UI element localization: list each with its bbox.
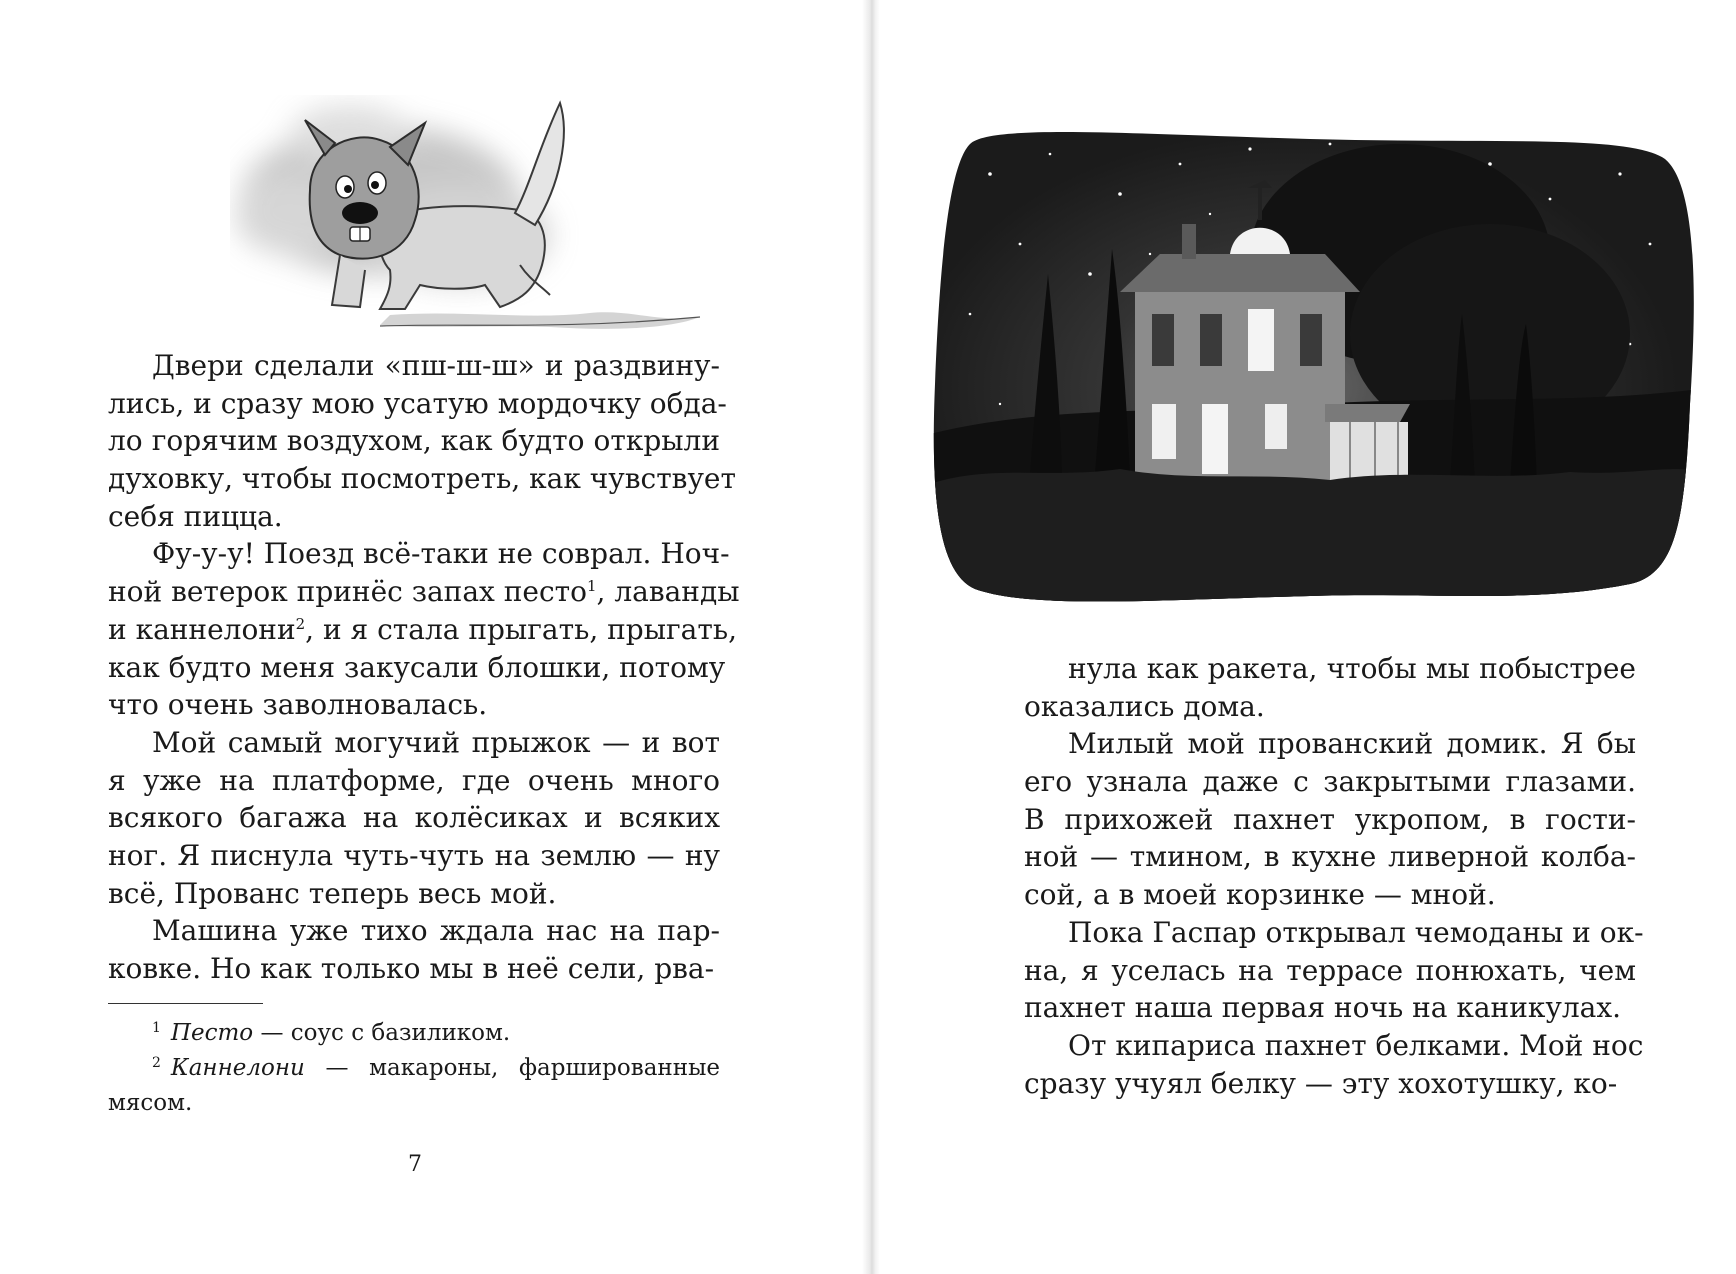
- line-text: лись, и сразу мою усатую мордочку обда-: [108, 386, 727, 420]
- line-text: ло горячим воздухом, как будто открыли: [108, 424, 720, 458]
- footnote-mark: 1: [152, 1020, 161, 1036]
- text-line: [108, 686, 720, 724]
- line-text: Пока Гаспар открывал чемоданы и ок-: [1068, 915, 1644, 949]
- text-line: [108, 799, 720, 837]
- text-line: [108, 875, 720, 913]
- text-line: [1024, 1027, 1644, 1065]
- line-text: пахнет наша первая ночь на каникулах.: [1024, 991, 1622, 1025]
- text-line: [108, 950, 720, 988]
- line-text: Мой самый могучий прыжок — и вот: [152, 725, 720, 759]
- footnote-definition: — соус с базиликом.: [260, 1020, 511, 1046]
- text-line: [1024, 914, 1644, 952]
- footnote-continuation: мясом.: [108, 1090, 193, 1116]
- line-text: От кипариса пахнет белками. Мой нос: [1068, 1028, 1644, 1062]
- footnote-reference[interactable]: 1: [587, 577, 597, 596]
- line-text: оказались дома.: [1024, 689, 1265, 723]
- text-line: [1024, 838, 1636, 876]
- text-line: [1024, 801, 1636, 839]
- text-line: [108, 422, 720, 460]
- text-line: [108, 912, 720, 950]
- footnote-term: Песто: [170, 1020, 254, 1046]
- line-text: его узнала даже с закрытыми глазами.: [1024, 765, 1636, 799]
- line-text: ной — тмином, в кухне ливерной колба-: [1024, 840, 1636, 874]
- footnote-term: Каннелони: [170, 1055, 305, 1081]
- text-line: [1024, 1065, 1636, 1103]
- text-line: [108, 460, 736, 498]
- line-text: всё, Прованс теперь весь мой.: [108, 876, 557, 910]
- text-line: [108, 724, 720, 762]
- line-text: ной ветерок принёс запах песто: [108, 575, 587, 609]
- text-line: [108, 498, 720, 536]
- text-line: [108, 573, 740, 611]
- text-line: [1024, 763, 1636, 801]
- page-number: 7: [408, 1152, 422, 1177]
- right-page-text: [1024, 650, 1644, 1102]
- text-line: [1024, 989, 1636, 1027]
- text-line: [1024, 952, 1636, 990]
- line-text: что очень заволновалась.: [108, 688, 488, 722]
- text-line: [1024, 725, 1636, 763]
- text-line: [1024, 688, 1636, 726]
- line-text: Машина уже тихо ждала нас на пар-: [152, 914, 720, 948]
- line-text-continued: , и я стала прыгать, прыгать,: [305, 612, 737, 646]
- line-text: ковке. Но как только мы в неё сели, рва-: [108, 952, 715, 985]
- footnote-mark: 2: [152, 1055, 161, 1071]
- text-line: [1024, 876, 1636, 914]
- line-text: и каннелони: [108, 612, 296, 646]
- line-text-continued: , лаванды: [596, 575, 740, 609]
- line-text: Милый мой прованский домик. Я бы: [1068, 727, 1636, 761]
- line-text: себя пицца.: [108, 499, 283, 533]
- house-illustration: [930, 104, 1700, 620]
- text-line: [108, 385, 727, 423]
- footnote-definition: — макароны, фаршированные: [325, 1055, 720, 1081]
- text-line: [108, 535, 730, 573]
- footnote-item: [108, 1016, 720, 1051]
- line-text: ног. Я писнула чуть-чуть на землю — ну: [108, 838, 720, 872]
- line-text: Двери сделали «пш-ш-ш» и раздвину-: [152, 349, 720, 382]
- line-text: В прихожей пахнет укропом, в гости-: [1024, 802, 1636, 836]
- line-text: я уже на платформе, где очень много: [108, 763, 720, 797]
- left-page-text: [108, 347, 740, 988]
- line-text: как будто меня закусали блошки, потому: [108, 650, 726, 684]
- line-text: духовку, чтобы посмотреть, как чувствует: [108, 462, 736, 496]
- line-text: сой, а в моей корзинке — мной.: [1024, 878, 1496, 912]
- footnotes: [108, 1016, 720, 1121]
- footnote-divider: [108, 1003, 263, 1004]
- footnote-reference[interactable]: 2: [295, 614, 306, 633]
- line-text: всякого багажа на колёсиках и всяких: [108, 801, 720, 835]
- text-line: [1024, 650, 1636, 688]
- line-text: нула как ракета, чтобы мы побыстрее: [1068, 652, 1636, 685]
- book-gutter: [862, 0, 880, 1274]
- text-line: [108, 762, 720, 800]
- line-text: на, я уселась на террасе понюхать, чем: [1024, 953, 1636, 987]
- footnote-item: [108, 1051, 720, 1086]
- dog-illustration: [230, 95, 790, 335]
- text-line: [108, 347, 720, 385]
- line-text: Фу-у-у! Поезд всё-таки не соврал. Ноч-: [152, 537, 730, 571]
- text-line: [108, 611, 737, 649]
- text-line: [108, 837, 720, 875]
- text-line: [108, 649, 726, 687]
- line-text: сразу учуял белку — эту хохотушку, ко-: [1024, 1066, 1618, 1100]
